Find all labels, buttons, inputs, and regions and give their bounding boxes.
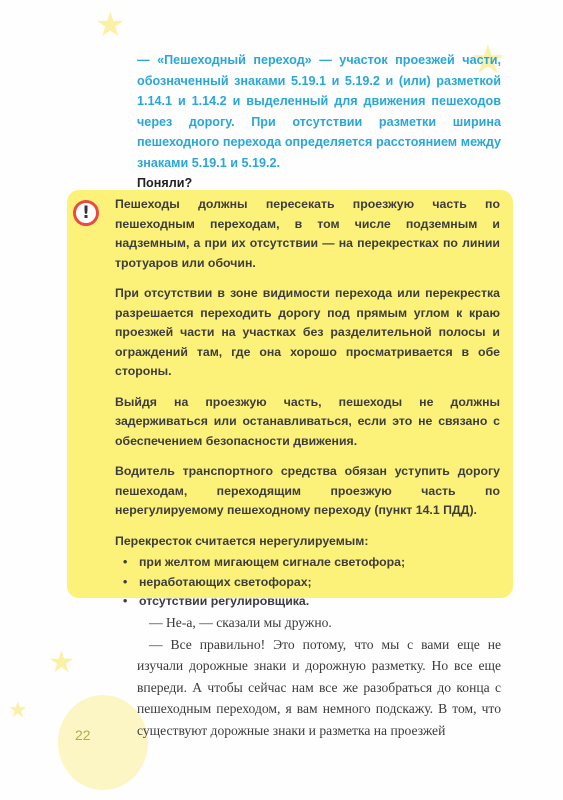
note-paragraph: Выйдя на проезжую часть, пешеходы не должны задерживаться или останавливаться, если это не связано с обеспечением безопасности движения.	[115, 394, 500, 448]
star-icon: ★	[95, 5, 126, 45]
star-icon: ★	[8, 698, 28, 723]
definition-text: — «Пешеходный переход» — участок проезжей части, обозначенный знаками 5.19.1 и 5.19.2 и (или) разметкой 1.14.1 и 1.14.2 и выделенный для движения пешеходов через дорогу. При отсутствии разметки ширина пешеходного перехода определяется расстоянием между знаками 5.19.1 и 5.19.2.	[137, 53, 501, 170]
definition-block	[137, 50, 501, 194]
note-paragraph: Пешеходы должны пересекать проезжую часть по пешеходным переходам, в том числе подземным и надземным, а при их отсутствии — на перекрестках по линии тротуаров или обочин.	[115, 197, 500, 270]
story-paragraph: — Не-а, — сказали мы дружно.	[149, 615, 332, 630]
exclamation-icon: !	[73, 200, 99, 226]
star-icon: ★	[470, 37, 506, 83]
note-paragraph: При отсутствии в зоне видимости перехода или перекрестка разрешается переходить дорогу под прямым углом к краю проезжей части на участках без разделительной полосы и ограждений там, где она хорошо просматривается в обе стороны.	[115, 286, 500, 378]
list-item: • неработающих светофорах;	[139, 573, 500, 593]
decorative-blob	[58, 695, 148, 790]
story-text	[137, 612, 501, 741]
list-item: • отсутствии регулировщика.	[139, 592, 500, 612]
question-text: Поняли?	[137, 176, 193, 190]
note-list-intro: Перекресток считается нерегулируемым:	[115, 533, 369, 548]
story-paragraph: — Все правильно! Это потому, что мы с вами еще не изучали дорожные знаки и дорожную разметку. Но все еще впереди. А чтобы сейчас нам все же разобраться до конца с пешеходным переходом, я вам немного подскажу. В том, что существуют дорожные знаки и разметка на проезжей	[137, 636, 501, 738]
unregulated-conditions-list	[115, 553, 500, 612]
list-item: • при желтом мигающем сигнале светофора;	[139, 553, 500, 573]
note-paragraph: Водитель транспортного средства обязан уступить дорогу пешеходам, переходящим проезжую часть по нерегулируемому пешеходному переходу (пункт 14.1 ПДД).	[115, 464, 500, 517]
rules-note-text	[115, 195, 500, 612]
page-number: 22	[75, 727, 91, 743]
star-icon: ★	[48, 645, 75, 680]
